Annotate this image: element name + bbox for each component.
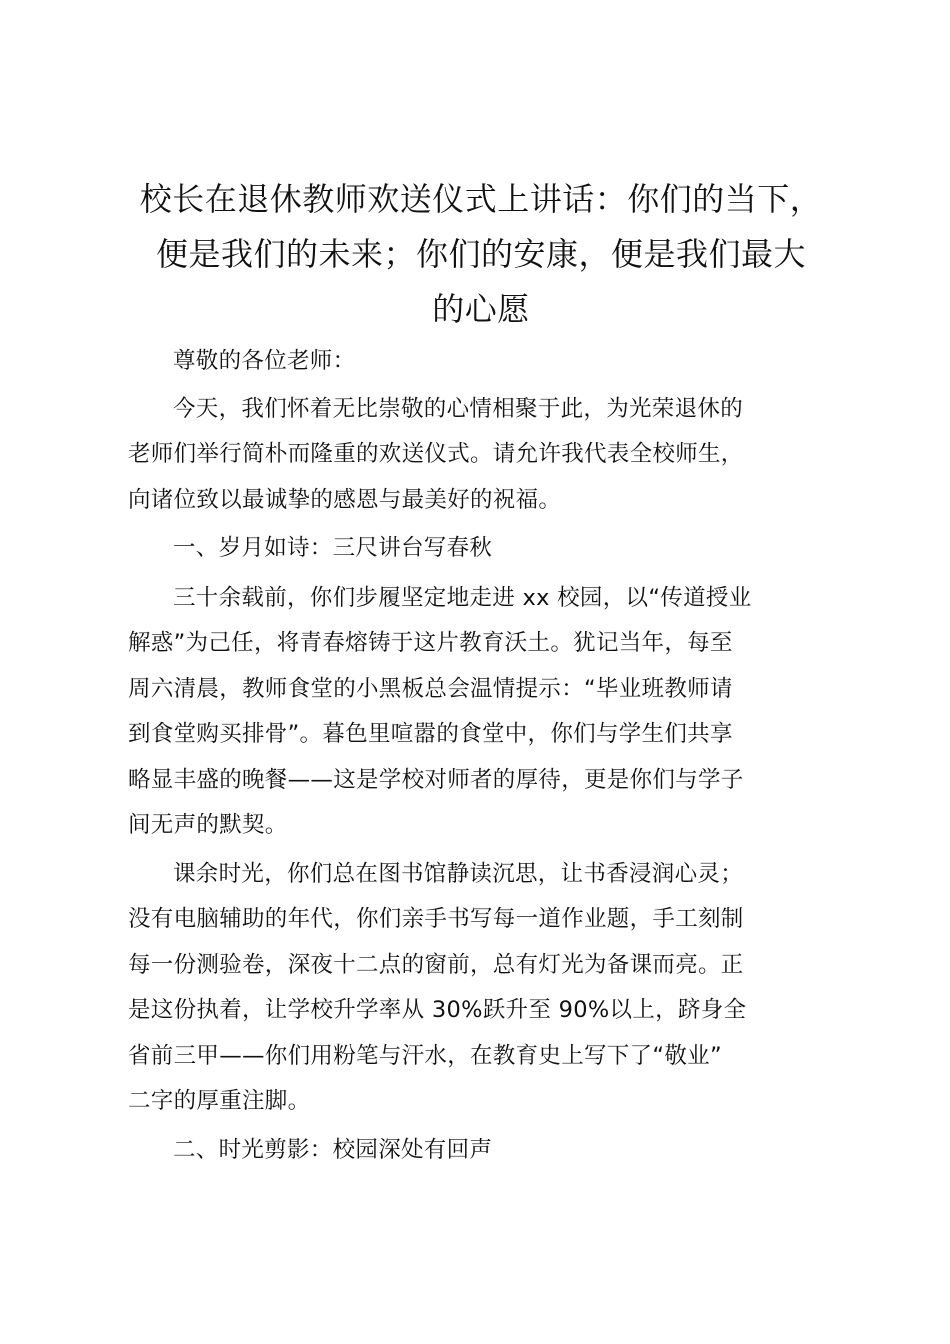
section1-paragraph-1 <box>128 576 834 849</box>
intro-paragraph <box>128 387 834 524</box>
title-line: 校长在退休教师欢送仪式上讲话：你们的当下， <box>139 180 823 218</box>
salutation: 尊敬的各位老师： <box>173 348 356 374</box>
text-line: 老师们举行简朴而隆重的欢送仪式。请允许我代表全校师生， <box>128 441 744 467</box>
text-line: 每一份测验卷，深夜十二点的窗前，总有灯光为备课而亮。正 <box>128 951 744 978</box>
section-heading-2: 二、时光剪影：校园深处有回声 <box>173 1136 493 1163</box>
text-line: 周六清晨，教师食堂的小黑板总会温情提示：“毕业班教师请 <box>128 675 733 702</box>
section-heading-1: 一、岁月如诗：三尺讲台写春秋 <box>173 535 493 561</box>
text-line: 略显丰盛的晚餐——这是学校对师者的厚待，更是你们与学子 <box>128 766 744 793</box>
text-line: 向诸位致以最诚挚的感恩与最美好的祝福。 <box>128 486 562 513</box>
title-line: 的心愿 <box>432 290 530 328</box>
text-line: 课余时光，你们总在图书馆静读沉思，让书香浸润心灵； <box>173 860 744 887</box>
text-line: 今天，我们怀着无比崇敬的心情相聚于此，为光荣退休的 <box>173 395 744 422</box>
text-line: 二字的厚重注脚。 <box>128 1088 311 1114</box>
title-line: 便是我们的未来；你们的安康，便是我们最大 <box>155 235 806 273</box>
text-line: 省前三甲——你们用粉笔与汗水，在教育史上写下了“敬业” <box>128 1042 722 1069</box>
text-line: 解惑”为己任，将青春熔铸于这片教育沃土。犹记当年，每至 <box>128 630 733 656</box>
section1-paragraph-2 <box>128 852 834 1125</box>
text-line: 间无声的默契。 <box>128 812 288 838</box>
text-line: 到食堂购买排骨”。暮色里喧嚣的食堂中，你们与学生们共享 <box>128 721 733 747</box>
text-line: 三十余载前，你们步履坚定地走进 xx 校园，以“传道授业 <box>173 584 752 611</box>
document-page <box>128 172 834 1177</box>
text-line: 没有电脑辅助的年代，你们亲手书写每一道作业题，手工刻制 <box>128 906 744 932</box>
document-title <box>128 172 834 337</box>
text-line: 是这份执着，让学校升学率从 30%跃升至 90%以上，跻身全 <box>128 997 747 1023</box>
